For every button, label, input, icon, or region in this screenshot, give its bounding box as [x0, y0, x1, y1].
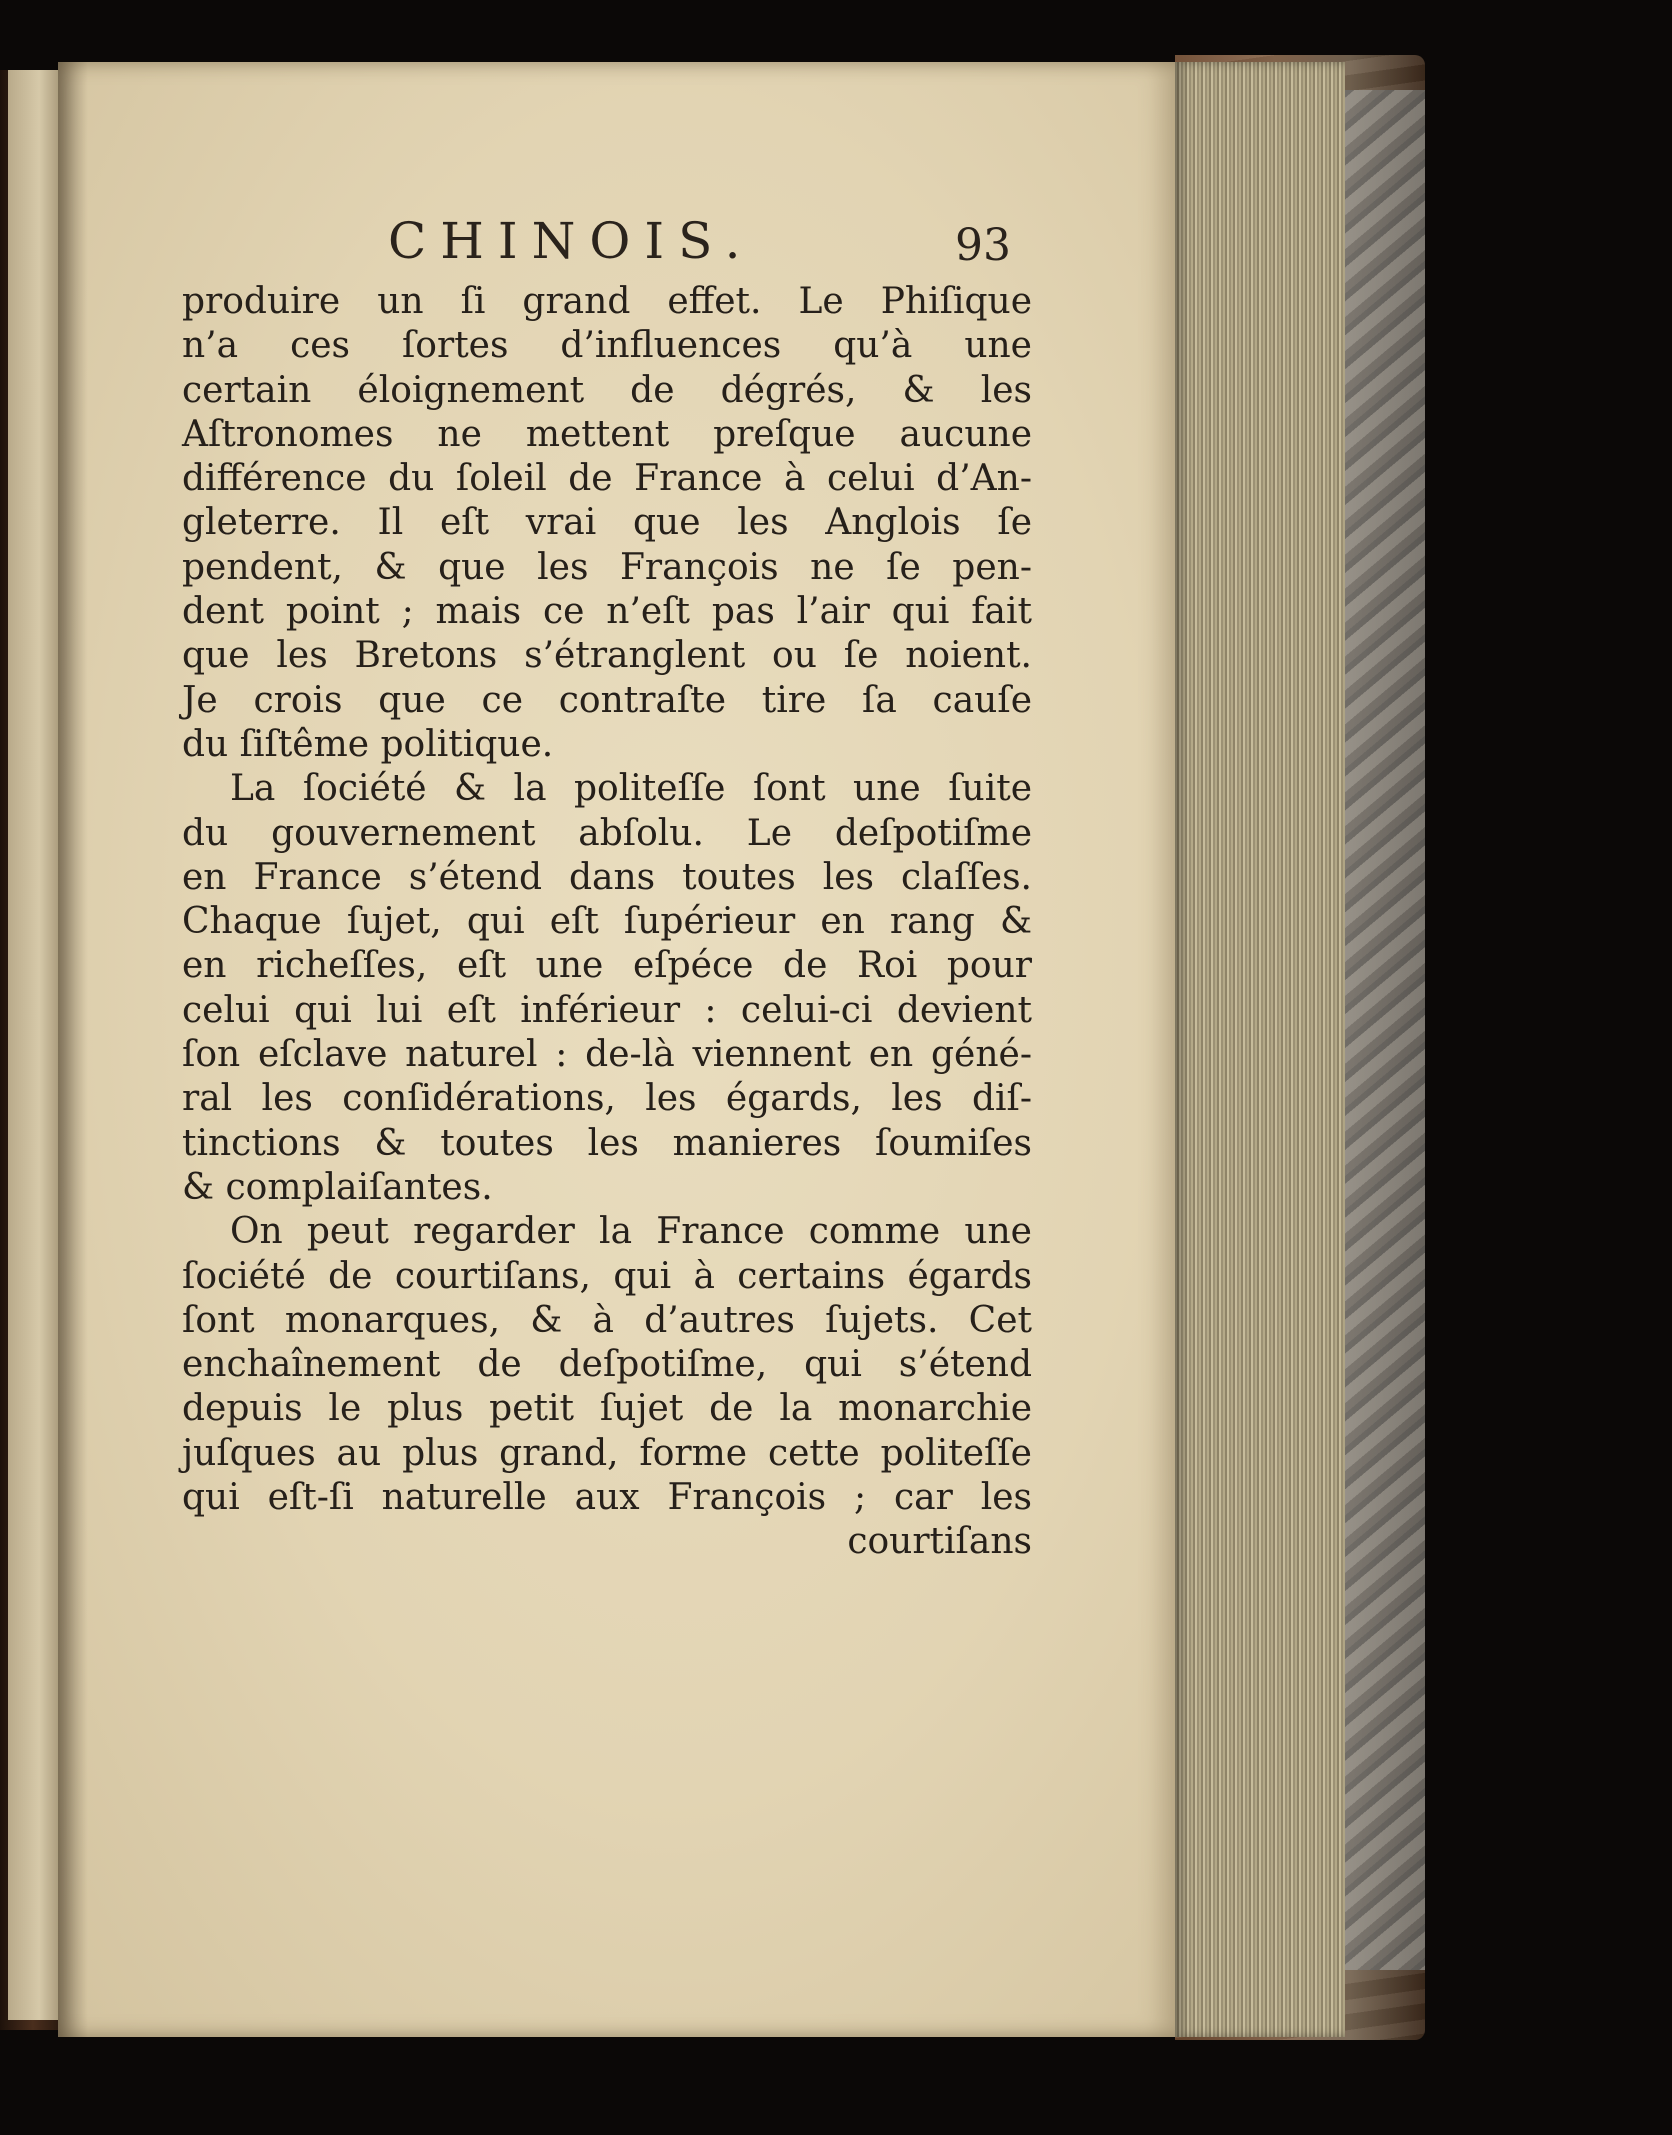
text-line: Je crois que ce contraſte tire ſa cauſe — [182, 679, 1032, 721]
text-line: du ſiſtême politique. — [182, 723, 554, 765]
text-line: tinctions & toutes les manieres ſoumiſes — [182, 1122, 1032, 1164]
text-line: ſon eſclave naturel : de-là viennent en géné- — [182, 1034, 1032, 1076]
text-line: dent point ; mais ce n’eſt pas l’air qui fait — [182, 591, 1032, 633]
text-line: celui qui lui eſt inférieur : celui-ci devient — [182, 989, 1032, 1031]
previous-page-edge — [8, 70, 60, 2020]
text-line: qui eſt-ſi naturelle aux François ; car les — [182, 1477, 1032, 1519]
catchword: courtiſans — [847, 1521, 1032, 1563]
text-line: ſont monarques, & à d’autres ſujets. Cet — [182, 1299, 1032, 1341]
running-head: CHINOIS. — [388, 212, 755, 270]
page-edges — [1175, 62, 1345, 2037]
page-number: 93 — [955, 220, 1011, 271]
text-line: que les Bretons s’étranglent ou ſe noient. — [182, 635, 1032, 677]
text-line: ſociété de courtiſans, qui à certains égards — [182, 1255, 1032, 1297]
text-line: Chaque ſujet, qui eſt ſupérieur en rang & — [182, 901, 1032, 943]
text-line: & complaiſantes. — [182, 1166, 493, 1208]
text-line: produire un ſi grand effet. Le Phiſique — [182, 281, 1032, 322]
text-line: du gouvernement abſolu. Le deſpotiſme — [182, 812, 1032, 854]
marbled-board — [1345, 90, 1425, 1970]
text-line: La ſociété & la politeſſe ſont une ſuite — [230, 768, 1032, 810]
text-line: depuis le plus petit ſujet de la monarchie — [182, 1388, 1032, 1430]
text-line: ral les conſidérations, les égards, les diſ- — [182, 1078, 1032, 1120]
text-line: pendent, & que les François ne ſe pen- — [182, 546, 1032, 588]
body-text — [182, 280, 1032, 1565]
text-line: n’a ces ſortes d’influences qu’à une — [182, 325, 1032, 367]
text-line: en richeſſes, eſt une eſpéce de Roi pour — [182, 945, 1032, 987]
text-line: différence du ſoleil de France à celui d’An- — [182, 458, 1032, 500]
text-line: en France s’étend dans toutes les claſſes. — [182, 856, 1032, 898]
text-line: juſques au plus grand, forme cette politeſſe — [182, 1432, 1032, 1474]
text-line: On peut regarder la France comme une — [230, 1211, 1032, 1253]
gutter-shadow — [58, 62, 88, 2037]
text-line: enchaînement de deſpotiſme, qui s’étend — [182, 1344, 1032, 1386]
text-line: gleterre. Il eſt vrai que les Anglois ſe — [182, 502, 1032, 544]
text-line: certain éloignement de dégrés, & les — [182, 369, 1032, 411]
text-line: Aſtronomes ne mettent preſque aucune — [182, 413, 1032, 455]
